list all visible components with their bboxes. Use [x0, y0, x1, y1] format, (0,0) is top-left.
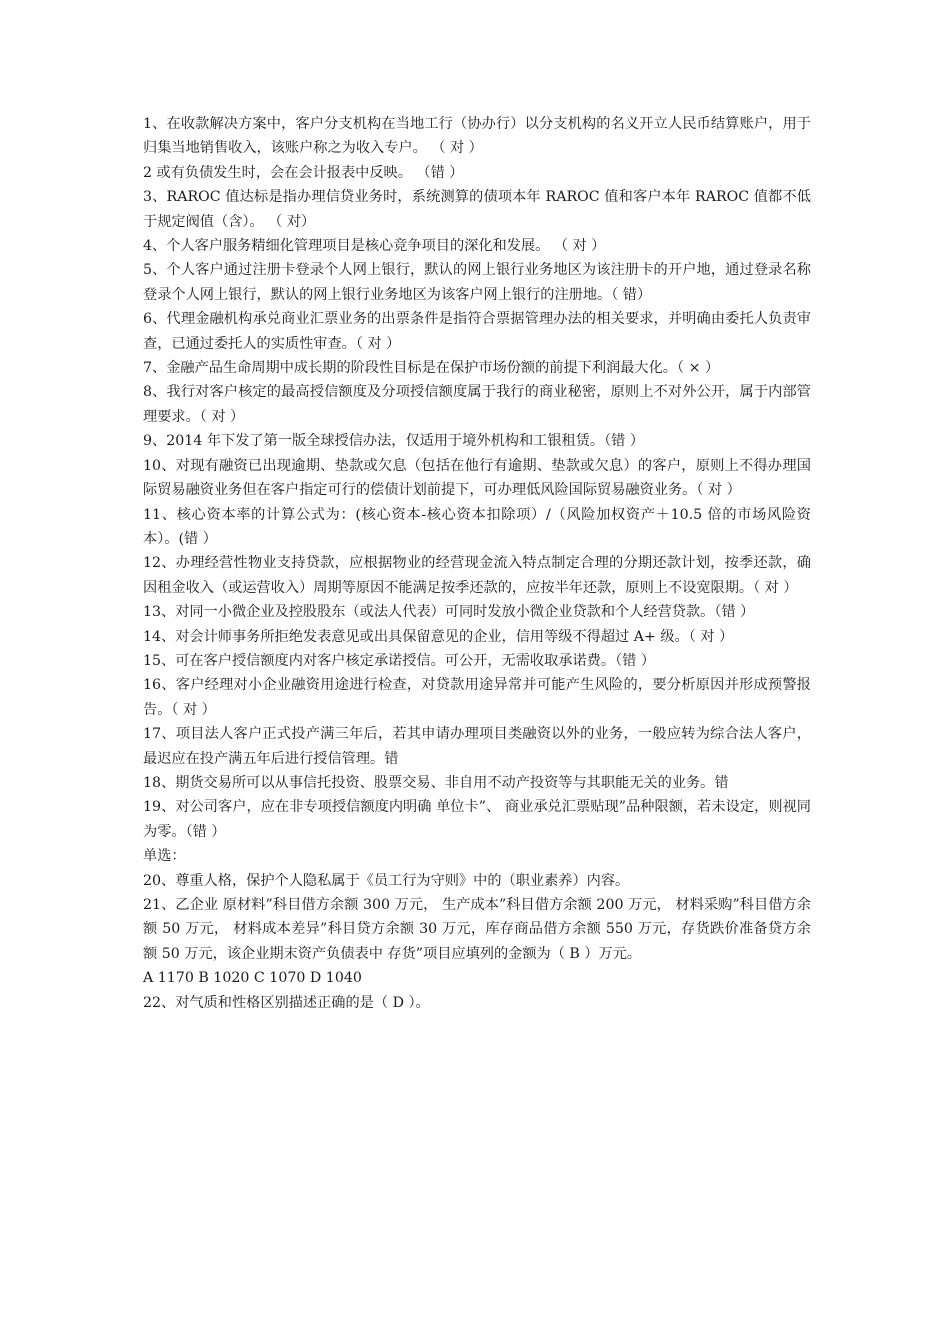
question-9: 9、2014 年下发了第一版全球授信办法，仅适用于境外机构和工银租赁。（错 ） — [143, 433, 645, 450]
question-17: 17、项目法人客户正式投产满三年后，若其申请办理项目类融资以外的业务，一般应转为综合法人客户，最迟应在投产满五年后进行授信管理。错 — [143, 726, 811, 767]
question-19: 19、对公司客户，应在非专项授信额度内明确 单位卡”、 商业承兑汇票贴现”品种限额，若未设定，则视同为零。（错 ） — [143, 799, 811, 840]
question-14: 14、对会计师事务所拒绝发表意见或出具保留意见的企业，信用等级不得超过 A+ 级。（ 对 ） — [143, 628, 734, 645]
question-2: 2 或有负债发生时，会在会计报表中反映。 （错 ） — [143, 164, 464, 181]
question-22: 22、对气质和性格区别描述正确的是（ D ）。 — [143, 994, 430, 1011]
question-1: 1、在收款解决方案中，客户分支机构在当地工行（协办行）以分支机构的名义开立人民币结算账户，用于归集当地销售收入，该账户称之为收入专户。 （ 对 ） — [143, 116, 811, 157]
question-5: 5、个人客户通过注册卡登录个人网上银行，默认的网上银行业务地区为该注册卡的开户地，通过登录名称登录个人网上银行，默认的网上银行业务地区为该客户网上银行的注册地。（ 错） — [143, 262, 811, 303]
question-11: 11、核心资本率的计算公式为：(核心资本-核心资本扣除项）/（风险加权资产＋10.5 倍的市场风险资本）。(错 ） — [143, 506, 811, 547]
question-3: 3、RAROC 值达标是指办理信贷业务时，系统测算的债项本年 RAROC 值和客户本年 RAROC 值都不低于规定阀值（含）。 （ 对） — [143, 189, 811, 230]
question-21-options: A 1170 B 1020 C 1070 D 1040 — [143, 970, 362, 987]
question-10: 10、对现有融资已出现逾期、垫款或欠息（包括在他行有逾期、垫款或欠息）的客户，原则上不得办理国际贸易融资业务但在客户指定可行的偿债计划前提下，可办理低风险国际贸易融资业务。（ 对 ） — [143, 457, 811, 499]
section-heading-single-choice: 单选： — [143, 848, 186, 865]
question-18: 18、期货交易所可以从事信托投资、股票交易、非自用不动产投资等与其职能无关的业务。错 — [143, 774, 729, 791]
question-7: 7、金融产品生命周期中成长期的阶段性目标是在保护市场份额的前提下利润最大化。（ × ） — [143, 360, 720, 377]
document-page — [143, 112, 811, 1015]
question-8: 8、我行对客户核定的最高授信额度及分项授信额度属于我行的商业秘密，原则上不对外公开，属于内部管理要求。（ 对 ） — [143, 384, 811, 425]
question-21: 21、乙企业 原材料”科目借方余额 300 万元， 生产成本”科目借方余额 200 万元， 材料采购”科目借方余额 50 万元， 材料成本差异”科目贷方余额 30 万元，库存商品借方余额 550 万元，存货跌价准备贷方余额 50 万元，该企业期末资产负债表中 存货”项目应填列的金额为（ B ）万元。 — [143, 897, 811, 962]
question-12: 12、办理经营性物业支持贷款，应根据物业的经营现金流入特点制定合理的分期还款计划，按季还款，确因租金收入（或运营收入）周期等原因不能满足按季还款的，应按半年还款，原则上不设宽限期。（ 对 ） — [143, 555, 811, 596]
question-4: 4、个人客户服务精细化管理项目是核心竞争项目的深化和发展。 （ 对 ） — [143, 238, 606, 255]
question-13: 13、对同一小微企业及控股股东（或法人代表）可同时发放小微企业贷款和个人经营贷款。（错 ） — [143, 604, 755, 621]
question-16: 16、客户经理对小企业融资用途进行检查，对贷款用途异常并可能产生风险的，要分析原因并形成预警报告。（ 对 ） — [143, 677, 811, 718]
question-20: 20、尊重人格，保护个人隐私属于《员工行为守则》中的（职业素养）内容。 — [143, 872, 630, 889]
question-6: 6、代理金融机构承兑商业汇票业务的出票条件是指符合票据管理办法的相关要求，并明确由委托人负责审查，已通过委托人的实质性审查。（ 对 ） — [143, 311, 811, 352]
question-15: 15、可在客户授信额度内对客户核定承诺授信。可公开，无需收取承诺费。（错 ） — [143, 652, 656, 669]
